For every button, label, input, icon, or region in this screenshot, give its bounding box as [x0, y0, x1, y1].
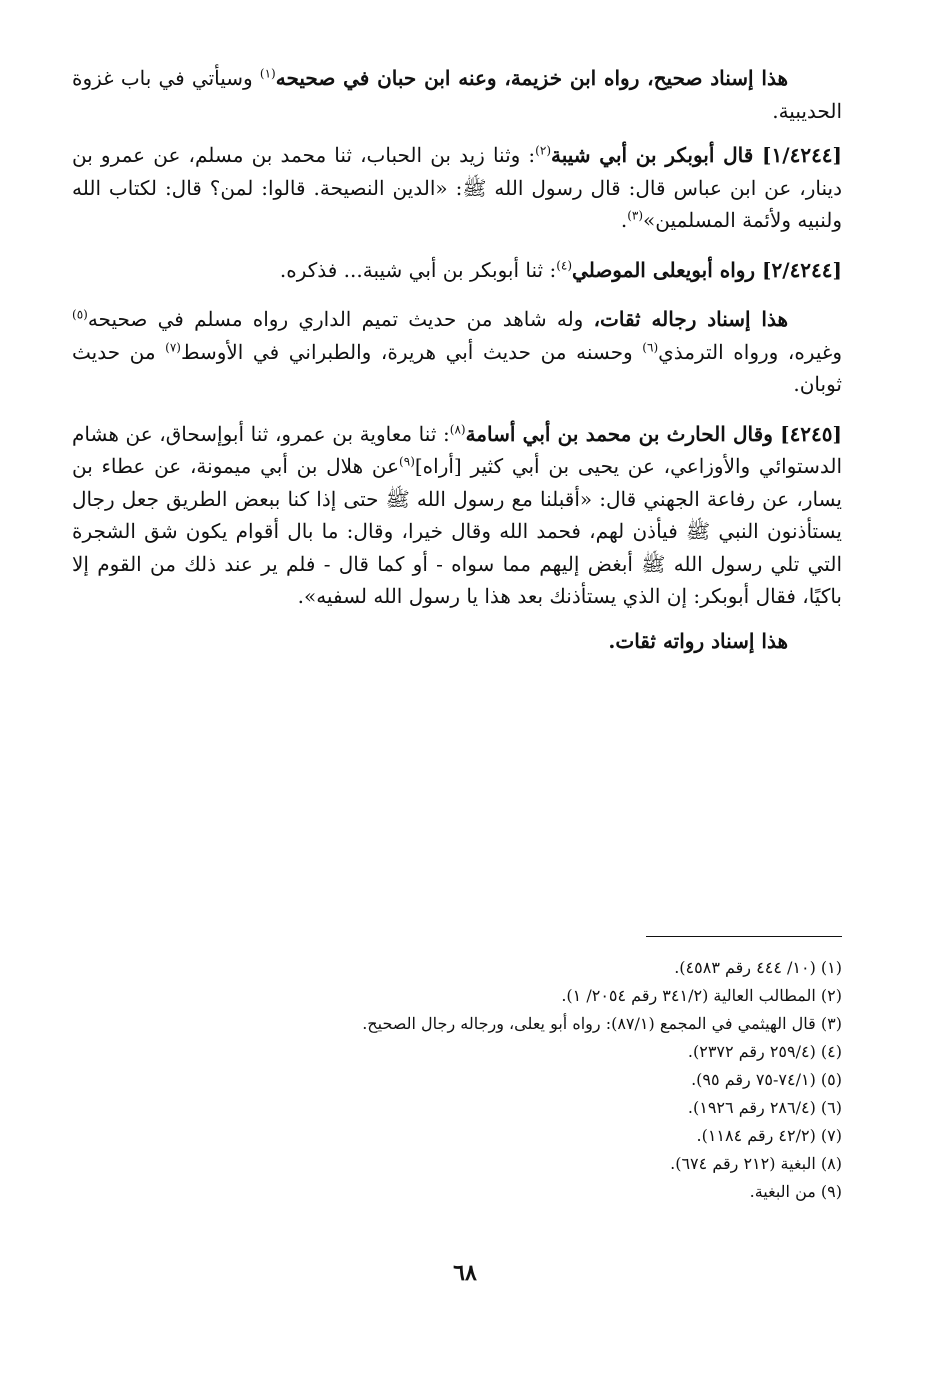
footnote-item: (١) (١٠/ ٤٤٤ رقم ٤٥٨٣). — [674, 958, 842, 977]
paragraph-3 — [72, 254, 842, 287]
footnotes-list — [72, 954, 842, 1206]
footnote-ref-7: (٧) — [165, 339, 181, 354]
paragraph-2-lead: [١/٤٢٤٤] قال أبوبكر بن أبي شيبة — [551, 143, 843, 167]
paragraph-3-text: : ثنا أبوبكر بن أبي شيبة... فذكره. — [279, 257, 557, 282]
paragraph-4-text-a: وله شاهد من حديث تميم الداري رواه مسلم في صحيحه — [87, 307, 594, 331]
paragraph-5-text-a: : ثنا معاوية بن عمرو، ثنا أبوإسحاق، عن هشام الدستوائي والأوزاعي، عن يحيى بن أبي كثير [أراه] — [72, 421, 843, 478]
paragraph-2-end: . — [620, 208, 628, 232]
footnote-item: (٢) المطالب العالية (٣٤١/٢ رقم ٢٠٥٤/ ١). — [561, 986, 842, 1005]
paragraph-6-lead: هذا إسناد رواته ثقات. — [608, 628, 788, 653]
footnote-item: (٨) البغية (٢١٢ رقم ٦٧٤). — [670, 1154, 842, 1173]
paragraph-1-text: وسيأتي في باب غزوة الحديبية. — [72, 66, 842, 123]
footnote-item: (٦) (٢٨٦/٤ رقم ١٩٢٦). — [687, 1098, 842, 1117]
paragraph-4-lead: هذا إسناد رجاله ثقات، — [593, 307, 788, 331]
page-body — [72, 62, 842, 657]
footnote-item: (٩) من البغية. — [749, 1182, 842, 1201]
paragraph-2-text: : وثنا زيد بن الحباب، ثنا محمد بن مسلم، عن عمرو بن دينار، عن ابن عباس قال: قال رسول الله ﷺ: «الدين النصيحة. قالوا: لمن؟ قال: لكتاب الله ولنبيه ولأئمة المسلمين» — [72, 143, 842, 232]
footnote-ref-9: (٩) — [399, 454, 415, 469]
footnote-ref-4: (٤) — [556, 257, 573, 272]
paragraph-6 — [72, 625, 842, 658]
paragraph-3-lead: [٢/٤٢٤٤] رواه أبويعلى الموصلي — [572, 257, 842, 282]
footnote-ref-2: (٢) — [535, 143, 551, 158]
paragraph-4-text-b: وغيره، ورواه الترمذي — [658, 339, 842, 364]
paragraph-1-lead: هذا إسناد صحيح، رواه ابن خزيمة، وعنه ابن حبان في صحيحه — [275, 66, 789, 90]
paragraph-1 — [72, 62, 842, 127]
footnote-ref-3: (٣) — [627, 208, 644, 223]
paragraph-2 — [72, 139, 842, 237]
footnote-item: (٥) (٧٤/١-٧٥ رقم ٩٥). — [691, 1070, 842, 1089]
page-number: ٦٨ — [453, 1260, 477, 1286]
footnote-divider — [646, 936, 842, 937]
footnote-item: (٣) قال الهيثمي في المجمع (٨٧/١): رواه أبو يعلى، ورجاله رجال الصحيح. — [362, 1014, 842, 1033]
paragraph-5-text-b: عن هلال بن أبي ميمونة، عن عطاء بن يسار، عن رفاعة الجهني قال: «أقبلنا مع رسول الله ﷺ حتى إذا كنا ببعض الطريق جعل رجال يستأذنون النبي ﷺ فيأذن لهم، فحمد الله وقال خيرا، وقال: ما بال أقوام يكون شق الشجرة التي تلي رسول الله ﷺ أبغض إليهم مما سواه - أو كما قال - فلم ير عند ذلك من القوم إلا باكيًا، فقال أبوبكر: إن الذي يستأذنك بعد هذا يا رسول الله لسفيه». — [72, 454, 842, 608]
footnote-item: (٤) (٢٥٩/٤ رقم ٢٣٧٢). — [687, 1042, 842, 1061]
footnote-item: (٧) (٤٢/٢ رقم ١١٨٤). — [696, 1126, 842, 1145]
paragraph-5 — [72, 418, 842, 613]
paragraph-5-lead: [٤٢٤٥] وقال الحارث بن محمد بن أبي أسامة — [465, 421, 842, 446]
footnote-ref-5: (٥) — [72, 307, 88, 322]
paragraph-4-end: من حديث ثوبان. — [72, 339, 842, 396]
footnote-ref-6: (٦) — [642, 339, 659, 354]
paragraph-4-text-c: وحسنه من حديث أبي هريرة، والطبراني في الأوسط — [180, 339, 643, 364]
footnote-ref-8: (٨) — [449, 421, 466, 436]
footnote-ref-1: (١) — [259, 66, 276, 81]
paragraph-4 — [72, 303, 842, 401]
